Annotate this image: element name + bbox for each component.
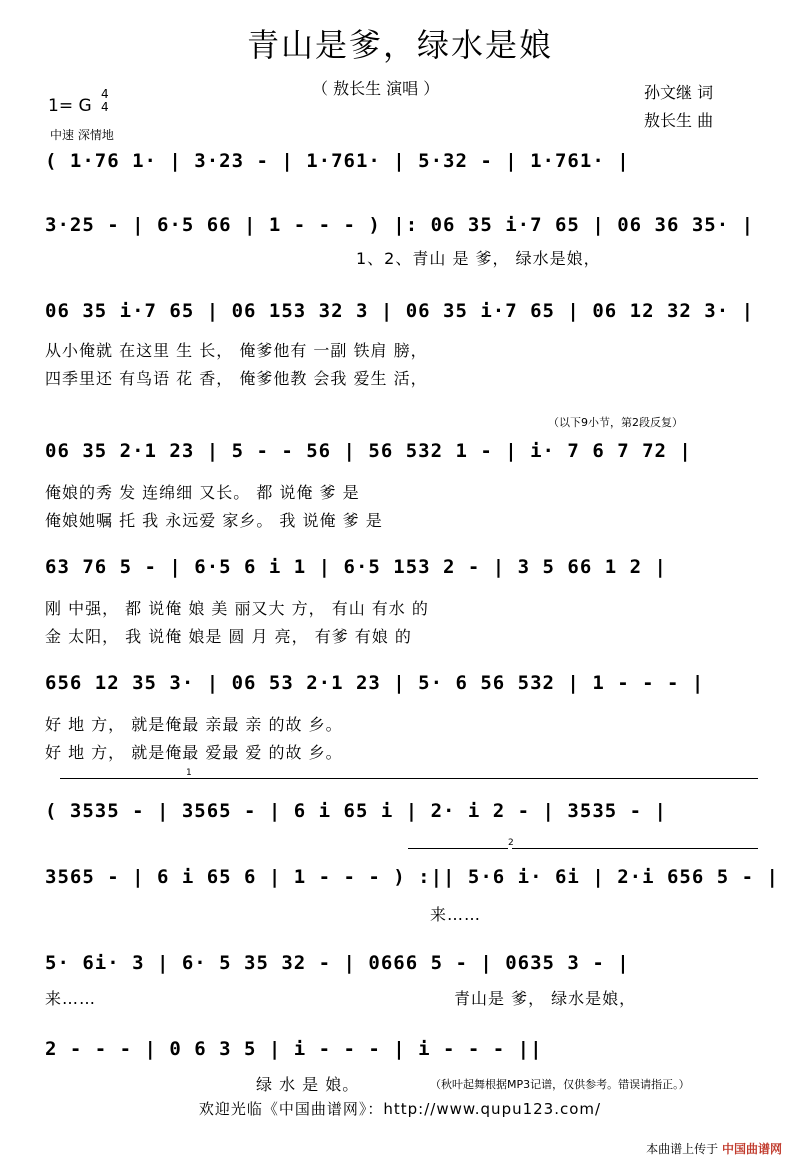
- lyric-line-9a: 来……: [45, 989, 97, 1008]
- lyric-line-6b: 好 地 方， 就是俺最 爱最 爱 的故 乡。: [45, 743, 343, 762]
- notation-line-9: 5· 6i· 3 | 6· 5 35 32 - | 0666 5 - | 0635 3 - |: [45, 952, 630, 974]
- notation-line-7: ( 3535 - | 3565 - | 6 i 65 i | 2· i 2 - | 3535 - |: [45, 800, 667, 822]
- notation-line-1: ( 1·76 1· | 3·23 - | 1·761· | 5·32 - | 1·761· |: [45, 150, 630, 172]
- volta-2-number: 2: [508, 838, 514, 848]
- lyric-line-4b: 俺娘她嘱 托 我 永远爱 家乡。 我 说俺 爹 是: [45, 511, 383, 530]
- lyric-line-3a: 从小俺就 在这里 生 长， 俺爹他有 一副 铁肩 膀，: [45, 341, 428, 360]
- lyricist-credit: 孙文继 词: [644, 83, 714, 102]
- lyric-line-5b: 金 太阳， 我 说俺 娘是 圆 月 亮， 有爹 有娘 的: [45, 627, 412, 646]
- tempo-marking: 中速 深情地: [50, 128, 114, 142]
- volta-1-line: [190, 778, 758, 779]
- lyric-line-2a: 1、2、青山 是 爹， 绿水是娘，: [356, 249, 601, 268]
- volta-1-bracket: [60, 778, 190, 779]
- volta-2-line: [512, 848, 758, 849]
- site-badge: [646, 1140, 782, 1157]
- notation-line-5: 63 76 5 - | 6·5 6 i 1 | 6·5 153 2 - | 3 5 66 1 2 |: [45, 556, 667, 578]
- site-badge-prefix: 本曲谱上传于: [646, 1142, 719, 1156]
- notation-line-2: 3·25 - | 6·5 66 | 1 - - - ) |: 06 35 i·7 65 | 06 36 35· |: [45, 214, 755, 236]
- lyric-line-6a: 好 地 方， 就是俺最 亲最 亲 的故 乡。: [45, 715, 343, 734]
- notation-line-6: 656 12 35 3· | 06 53 2·1 23 | 5· 6 56 532 | 1 - - - |: [45, 672, 705, 694]
- singer-credit: （ 敖长生 演唱 ）: [312, 79, 440, 98]
- composer-credit: 敖长生 曲: [644, 111, 714, 130]
- site-footer: 欢迎光临《中国曲谱网》：http://www.qupu123.com/: [198, 1100, 602, 1118]
- key-signature: 1= G: [48, 96, 92, 116]
- lyric-line-10a: 绿 水 是 娘。: [256, 1075, 360, 1094]
- site-badge-name: 中国曲谱网: [721, 1142, 782, 1156]
- lyric-line-3b: 四季里还 有鸟语 花 香， 俺爹他教 会我 爱生 活，: [45, 369, 428, 388]
- time-signature: 4 4: [101, 87, 109, 114]
- page-title: 青山是爹，绿水是娘: [246, 26, 553, 64]
- lyric-line-5a: 刚 中强， 都 说俺 娘 美 丽又大 方， 有山 有水 的: [45, 599, 429, 618]
- transcription-remark: （秋叶起舞根据MP3记谱，仅供参考。错误请指正。）: [430, 1078, 690, 1091]
- repeat-note: （以下9小节，第2段反复）: [548, 416, 683, 429]
- volta-2-bracket: [408, 848, 508, 849]
- lyric-line-8a: 来……: [430, 905, 482, 924]
- volta-1-number: 1: [186, 768, 192, 778]
- notation-line-8: 3565 - | 6 i 65 6 | 1 - - - ) :|| 5·6 i· 6i | 2·i 656 5 - |: [45, 866, 779, 888]
- notation-line-10: 2 - - - | 0 6 3 5 | i - - - | i - - - ||: [45, 1038, 543, 1060]
- notation-line-3: 06 35 i·7 65 | 06 153 32 3 | 06 35 i·7 65 | 06 12 32 3· |: [45, 300, 755, 322]
- lyric-line-4a: 俺娘的秀 发 连绵细 又长。 都 说俺 爹 是: [45, 483, 360, 502]
- notation-line-4: 06 35 2·1 23 | 5 - - 56 | 56 532 1 - | i· 7 6 7 72 |: [45, 440, 692, 462]
- lyric-line-9b: 青山是 爹， 绿水是娘，: [454, 989, 637, 1008]
